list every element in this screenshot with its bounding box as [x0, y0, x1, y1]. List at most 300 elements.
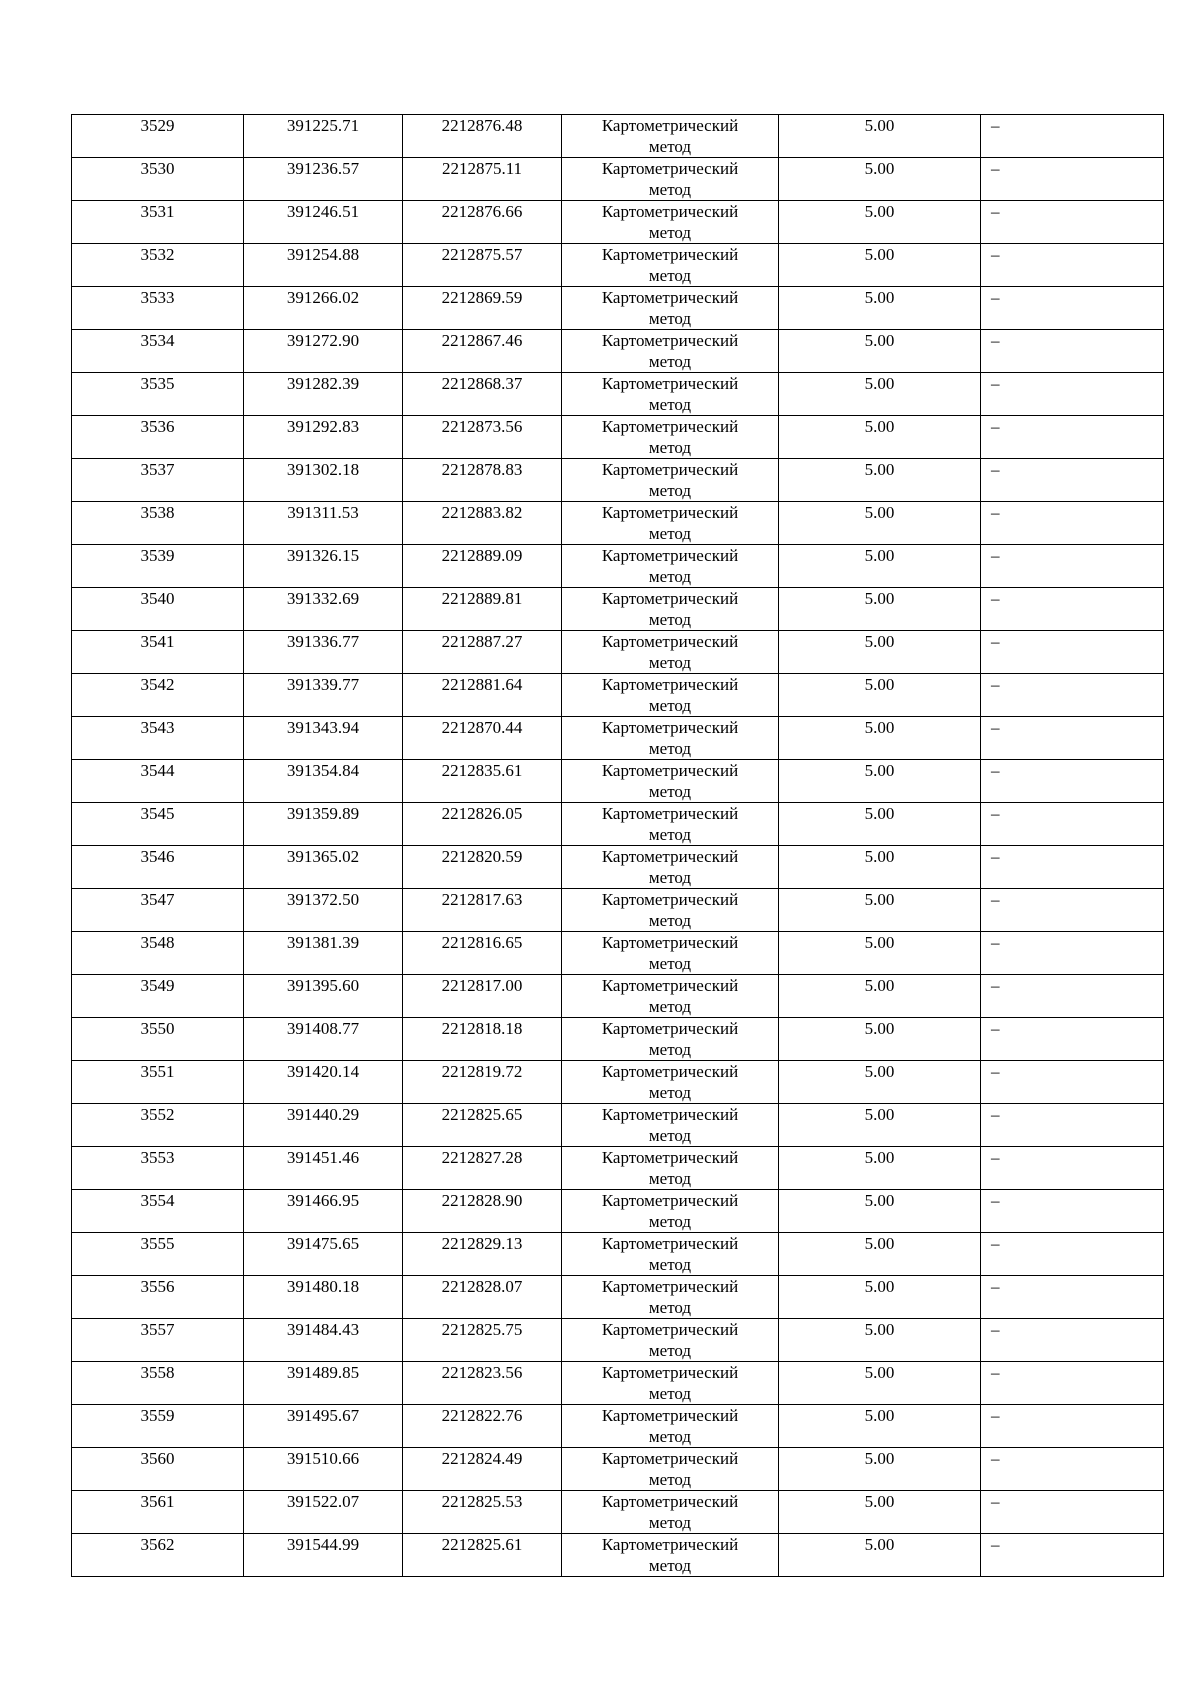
method-cell [562, 1018, 779, 1061]
point-number-text: 3531 [140, 202, 175, 221]
accuracy-text: 5.00 [864, 589, 895, 608]
method-cell [562, 330, 779, 373]
description-cell [981, 1534, 1164, 1577]
y-coordinate-cell [403, 244, 562, 287]
accuracy-text: 5.00 [864, 374, 895, 393]
y-coordinate-text: 2212867.46 [441, 331, 523, 350]
x-coordinate-text: 391311.53 [287, 503, 359, 522]
point-number-text: 3554 [140, 1191, 175, 1210]
method-text: Картометрический метод [601, 1277, 739, 1317]
x-coordinate-cell [244, 287, 403, 330]
x-coordinate-text: 391372.50 [286, 890, 360, 909]
y-coordinate-text: 2212817.00 [441, 976, 523, 995]
description-cell [981, 932, 1164, 975]
x-coordinate-text: 391440.29 [286, 1105, 360, 1124]
table-row [72, 674, 1164, 717]
description-cell [981, 1061, 1164, 1104]
accuracy-text: 5.00 [864, 417, 895, 436]
accuracy-text: 5.00 [864, 1234, 895, 1253]
description-text: – [991, 1234, 1000, 1253]
method-text: Картометрический метод [601, 1535, 739, 1575]
point-number-text: 3559 [140, 1406, 175, 1425]
description-cell [981, 459, 1164, 502]
x-coordinate-text: 391225.71 [286, 116, 360, 135]
y-coordinate-cell [403, 1104, 562, 1147]
table-row [72, 1276, 1164, 1319]
y-coordinate-text: 2212819.72 [441, 1062, 523, 1081]
description-cell [981, 416, 1164, 459]
x-coordinate-cell [244, 1190, 403, 1233]
x-coordinate-cell [244, 1233, 403, 1276]
description-cell [981, 588, 1164, 631]
point-number-text: 3536 [140, 417, 175, 436]
table-row [72, 201, 1164, 244]
y-coordinate-cell [403, 631, 562, 674]
method-text: Картометрический метод [601, 331, 739, 371]
description-cell [981, 1405, 1164, 1448]
accuracy-cell [779, 416, 981, 459]
x-coordinate-cell [244, 1018, 403, 1061]
point-number-text: 3562 [140, 1535, 175, 1554]
description-text: – [991, 374, 1000, 393]
y-coordinate-cell [403, 1405, 562, 1448]
point-number-text: 3545 [140, 804, 175, 823]
x-coordinate-text: 391359.89 [286, 804, 360, 823]
table-row [72, 330, 1164, 373]
x-coordinate-cell [244, 889, 403, 932]
method-cell [562, 416, 779, 459]
point-number-text: 3548 [140, 933, 175, 952]
point-number-cell [72, 244, 244, 287]
y-coordinate-cell [403, 201, 562, 244]
description-text: – [991, 1492, 1000, 1511]
coordinates-table-body [72, 115, 1164, 1577]
y-coordinate-text: 2212822.76 [441, 1406, 523, 1425]
method-text: Картометрический метод [601, 632, 739, 672]
method-text: Картометрический метод [601, 976, 739, 1016]
point-number-text: 3529 [140, 116, 175, 135]
x-coordinate-text: 391254.88 [286, 245, 360, 264]
method-text: Картометрический метод [601, 1492, 739, 1532]
description-text: – [991, 503, 1000, 522]
table-row [72, 889, 1164, 932]
x-coordinate-cell [244, 1319, 403, 1362]
description-cell [981, 1190, 1164, 1233]
description-text: – [991, 761, 1000, 780]
y-coordinate-text: 2212816.65 [441, 933, 523, 952]
x-coordinate-cell [244, 1362, 403, 1405]
y-coordinate-text: 2212878.83 [441, 460, 523, 479]
description-text: – [991, 202, 1000, 221]
y-coordinate-cell [403, 459, 562, 502]
description-cell [981, 1104, 1164, 1147]
method-cell [562, 201, 779, 244]
point-number-text: 3546 [140, 847, 175, 866]
accuracy-text: 5.00 [864, 1062, 895, 1081]
x-coordinate-text: 391246.51 [286, 202, 360, 221]
table-row [72, 1061, 1164, 1104]
method-text: Картометрический метод [601, 1148, 739, 1188]
accuracy-cell [779, 1276, 981, 1319]
y-coordinate-text: 2212889.09 [441, 546, 523, 565]
description-text: – [991, 1105, 1000, 1124]
point-number-text: 3547 [140, 890, 175, 909]
accuracy-text: 5.00 [864, 890, 895, 909]
y-coordinate-cell [403, 846, 562, 889]
table-row [72, 1362, 1164, 1405]
y-coordinate-cell [403, 760, 562, 803]
description-text: – [991, 847, 1000, 866]
x-coordinate-cell [244, 1147, 403, 1190]
description-cell [981, 1491, 1164, 1534]
accuracy-cell [779, 244, 981, 287]
x-coordinate-cell [244, 631, 403, 674]
table-row [72, 1448, 1164, 1491]
point-number-text: 3551 [140, 1062, 175, 1081]
table-row [72, 244, 1164, 287]
coordinates-table [71, 114, 1164, 1577]
y-coordinate-cell [403, 287, 562, 330]
point-number-cell [72, 545, 244, 588]
y-coordinate-cell [403, 674, 562, 717]
method-cell [562, 1448, 779, 1491]
accuracy-text: 5.00 [864, 116, 895, 135]
y-coordinate-cell [403, 502, 562, 545]
y-coordinate-text: 2212827.28 [441, 1148, 523, 1167]
x-coordinate-cell [244, 1104, 403, 1147]
method-text: Картометрический метод [601, 202, 739, 242]
y-coordinate-text: 2212825.65 [441, 1105, 523, 1124]
table-row [72, 803, 1164, 846]
method-cell [562, 545, 779, 588]
y-coordinate-cell [403, 373, 562, 416]
method-text: Картометрический метод [601, 1363, 739, 1403]
y-coordinate-text: 2212826.05 [441, 804, 523, 823]
description-text: – [991, 417, 1000, 436]
method-text: Картометрический метод [601, 503, 739, 543]
y-coordinate-text: 2212825.75 [441, 1320, 523, 1339]
accuracy-cell [779, 932, 981, 975]
method-cell [562, 588, 779, 631]
x-coordinate-cell [244, 158, 403, 201]
description-cell [981, 846, 1164, 889]
method-text: Картометрический метод [601, 589, 739, 629]
x-coordinate-text: 391302.18 [286, 460, 360, 479]
description-text: – [991, 675, 1000, 694]
point-number-cell [72, 889, 244, 932]
accuracy-cell [779, 545, 981, 588]
method-text: Картометрический метод [601, 1105, 739, 1145]
point-number-cell [72, 1276, 244, 1319]
y-coordinate-cell [403, 1319, 562, 1362]
table-row [72, 158, 1164, 201]
x-coordinate-cell [244, 1405, 403, 1448]
x-coordinate-cell [244, 545, 403, 588]
point-number-cell [72, 932, 244, 975]
table-row [72, 1147, 1164, 1190]
description-text: – [991, 1062, 1000, 1081]
point-number-cell [72, 803, 244, 846]
method-cell [562, 1233, 779, 1276]
point-number-cell [72, 115, 244, 158]
y-coordinate-text: 2212817.63 [441, 890, 523, 909]
method-text: Картометрический метод [601, 1062, 739, 1102]
y-coordinate-cell [403, 1061, 562, 1104]
table-row [72, 459, 1164, 502]
description-text: – [991, 116, 1000, 135]
point-number-text: 3535 [140, 374, 175, 393]
accuracy-text: 5.00 [864, 1019, 895, 1038]
description-text: – [991, 1277, 1000, 1296]
point-number-text: 3561 [140, 1492, 175, 1511]
accuracy-text: 5.00 [864, 1406, 895, 1425]
table-row [72, 846, 1164, 889]
method-cell [562, 1319, 779, 1362]
x-coordinate-cell [244, 201, 403, 244]
y-coordinate-cell [403, 975, 562, 1018]
method-cell [562, 1061, 779, 1104]
accuracy-cell [779, 502, 981, 545]
y-coordinate-text: 2212875.57 [441, 245, 523, 264]
y-coordinate-cell [403, 1147, 562, 1190]
y-coordinate-text: 2212883.82 [441, 503, 523, 522]
x-coordinate-text: 391480.18 [286, 1277, 360, 1296]
y-coordinate-cell [403, 1233, 562, 1276]
x-coordinate-cell [244, 373, 403, 416]
y-coordinate-text: 2212820.59 [441, 847, 523, 866]
x-coordinate-text: 391381.39 [286, 933, 360, 952]
y-coordinate-text: 2212824.49 [441, 1449, 523, 1468]
description-cell [981, 803, 1164, 846]
point-number-cell [72, 373, 244, 416]
description-text: – [991, 546, 1000, 565]
accuracy-cell [779, 588, 981, 631]
description-text: – [991, 1449, 1000, 1468]
accuracy-cell [779, 1147, 981, 1190]
description-cell [981, 674, 1164, 717]
point-number-cell [72, 1319, 244, 1362]
method-cell [562, 1491, 779, 1534]
point-number-text: 3557 [140, 1320, 175, 1339]
method-cell [562, 1534, 779, 1577]
point-number-cell [72, 502, 244, 545]
method-text: Картометрический метод [601, 1019, 739, 1059]
accuracy-text: 5.00 [864, 202, 895, 221]
method-cell [562, 1104, 779, 1147]
y-coordinate-text: 2212825.61 [441, 1535, 523, 1554]
method-cell [562, 674, 779, 717]
table-row [72, 760, 1164, 803]
point-number-cell [72, 1534, 244, 1577]
accuracy-text: 5.00 [864, 1363, 895, 1382]
x-coordinate-cell [244, 459, 403, 502]
accuracy-cell [779, 846, 981, 889]
x-coordinate-text: 391484.43 [286, 1320, 360, 1339]
x-coordinate-cell [244, 416, 403, 459]
description-cell [981, 158, 1164, 201]
table-row [72, 1319, 1164, 1362]
point-number-cell [72, 1104, 244, 1147]
x-coordinate-text: 391282.39 [286, 374, 360, 393]
point-number-cell [72, 287, 244, 330]
description-text: – [991, 1535, 1000, 1554]
description-cell [981, 330, 1164, 373]
point-number-cell [72, 1233, 244, 1276]
point-number-text: 3543 [140, 718, 175, 737]
method-cell [562, 803, 779, 846]
y-coordinate-cell [403, 1190, 562, 1233]
method-text: Картометрический метод [601, 1234, 739, 1274]
method-cell [562, 459, 779, 502]
table-row [72, 1491, 1164, 1534]
description-text: – [991, 1019, 1000, 1038]
accuracy-cell [779, 674, 981, 717]
x-coordinate-text: 391522.07 [286, 1492, 360, 1511]
y-coordinate-cell [403, 1362, 562, 1405]
y-coordinate-cell [403, 932, 562, 975]
point-number-text: 3538 [140, 503, 175, 522]
description-text: – [991, 245, 1000, 264]
table-row [72, 588, 1164, 631]
x-coordinate-cell [244, 932, 403, 975]
y-coordinate-cell [403, 588, 562, 631]
description-cell [981, 287, 1164, 330]
x-coordinate-text: 391354.84 [286, 761, 360, 780]
accuracy-text: 5.00 [864, 245, 895, 264]
point-number-text: 3552 [140, 1105, 175, 1124]
accuracy-cell [779, 889, 981, 932]
y-coordinate-cell [403, 158, 562, 201]
point-number-text: 3534 [140, 331, 175, 350]
method-cell [562, 502, 779, 545]
point-number-cell [72, 158, 244, 201]
accuracy-cell [779, 1104, 981, 1147]
description-cell [981, 1276, 1164, 1319]
method-cell [562, 760, 779, 803]
x-coordinate-text: 391395.60 [286, 976, 360, 995]
description-text: – [991, 804, 1000, 823]
y-coordinate-cell [403, 115, 562, 158]
point-number-text: 3550 [140, 1019, 175, 1038]
point-number-cell [72, 1405, 244, 1448]
accuracy-cell [779, 1190, 981, 1233]
table-row [72, 115, 1164, 158]
x-coordinate-text: 391292.83 [286, 417, 360, 436]
accuracy-cell [779, 1319, 981, 1362]
accuracy-text: 5.00 [864, 503, 895, 522]
y-coordinate-cell [403, 416, 562, 459]
method-cell [562, 631, 779, 674]
accuracy-text: 5.00 [864, 761, 895, 780]
description-text: – [991, 718, 1000, 737]
point-number-cell [72, 717, 244, 760]
x-coordinate-text: 391420.14 [286, 1062, 360, 1081]
point-number-cell [72, 416, 244, 459]
x-coordinate-text: 391495.67 [286, 1406, 360, 1425]
method-text: Картометрический метод [601, 374, 739, 414]
x-coordinate-cell [244, 1061, 403, 1104]
x-coordinate-cell [244, 588, 403, 631]
description-text: – [991, 1320, 1000, 1339]
x-coordinate-cell [244, 330, 403, 373]
accuracy-text: 5.00 [864, 632, 895, 651]
accuracy-cell [779, 1405, 981, 1448]
y-coordinate-text: 2212873.56 [441, 417, 523, 436]
method-text: Картометрический метод [601, 1406, 739, 1446]
y-coordinate-text: 2212828.90 [441, 1191, 523, 1210]
point-number-text: 3537 [140, 460, 175, 479]
y-coordinate-cell [403, 330, 562, 373]
x-coordinate-cell [244, 803, 403, 846]
table-row [72, 1018, 1164, 1061]
point-number-cell [72, 588, 244, 631]
description-cell [981, 1362, 1164, 1405]
accuracy-cell [779, 1061, 981, 1104]
method-cell [562, 975, 779, 1018]
point-number-text: 3560 [140, 1449, 175, 1468]
point-number-cell [72, 330, 244, 373]
point-number-text: 3555 [140, 1234, 175, 1253]
description-text: – [991, 589, 1000, 608]
method-text: Картометрический метод [601, 847, 739, 887]
accuracy-text: 5.00 [864, 1277, 895, 1296]
accuracy-text: 5.00 [864, 546, 895, 565]
x-coordinate-cell [244, 244, 403, 287]
x-coordinate-text: 391544.99 [286, 1535, 360, 1554]
table-row [72, 975, 1164, 1018]
method-text: Картометрический метод [601, 933, 739, 973]
description-text: – [991, 460, 1000, 479]
x-coordinate-cell [244, 975, 403, 1018]
x-coordinate-cell [244, 1491, 403, 1534]
description-cell [981, 631, 1164, 674]
y-coordinate-text: 2212887.27 [441, 632, 523, 651]
accuracy-text: 5.00 [864, 1191, 895, 1210]
method-text: Картометрический метод [601, 1191, 739, 1231]
description-cell [981, 373, 1164, 416]
table-row [72, 717, 1164, 760]
method-cell [562, 287, 779, 330]
point-number-text: 3540 [140, 589, 175, 608]
method-text: Картометрический метод [601, 288, 739, 328]
x-coordinate-cell [244, 1276, 403, 1319]
accuracy-text: 5.00 [864, 804, 895, 823]
point-number-cell [72, 846, 244, 889]
point-number-text: 3549 [140, 976, 175, 995]
y-coordinate-cell [403, 1276, 562, 1319]
accuracy-cell [779, 115, 981, 158]
point-number-text: 3558 [140, 1363, 175, 1382]
method-cell [562, 244, 779, 287]
y-coordinate-text: 2212875.11 [441, 159, 523, 178]
description-text: – [991, 288, 1000, 307]
point-number-text: 3542 [140, 675, 175, 694]
table-row [72, 1534, 1164, 1577]
y-coordinate-cell [403, 1448, 562, 1491]
method-cell [562, 1190, 779, 1233]
table-row [72, 1104, 1164, 1147]
accuracy-cell [779, 1534, 981, 1577]
method-cell [562, 889, 779, 932]
y-coordinate-cell [403, 1491, 562, 1534]
y-coordinate-cell [403, 889, 562, 932]
accuracy-text: 5.00 [864, 288, 895, 307]
table-row [72, 1190, 1164, 1233]
point-number-cell [72, 1448, 244, 1491]
accuracy-text: 5.00 [864, 1492, 895, 1511]
x-coordinate-text: 391451.46 [286, 1148, 360, 1167]
method-cell [562, 373, 779, 416]
